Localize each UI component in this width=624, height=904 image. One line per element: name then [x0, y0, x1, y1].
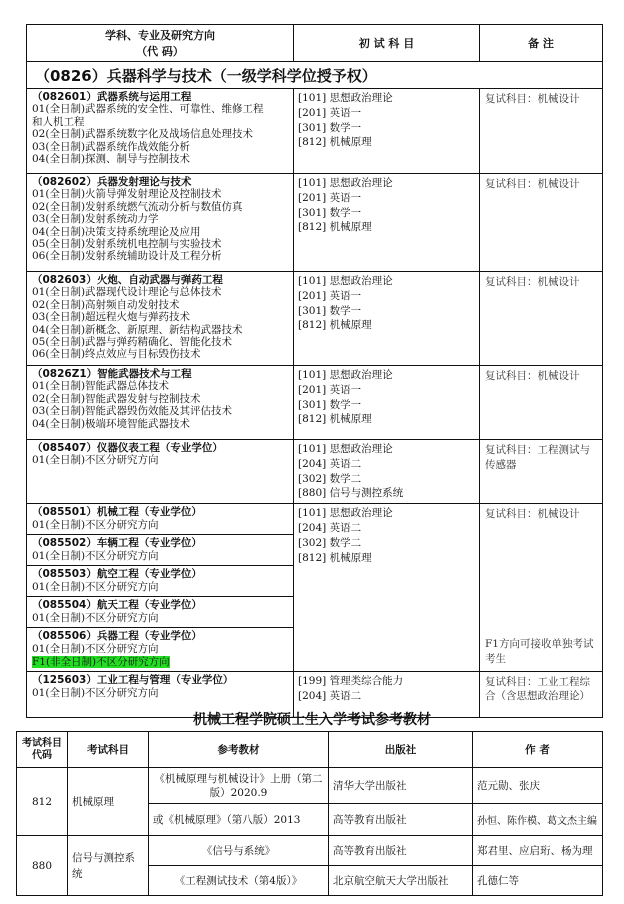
ref-header-subject: 考试科目 — [68, 732, 149, 768]
direction-item: 01(全日制)不区分研究方向 — [32, 686, 159, 699]
header-subjects: 初 试 科 目 — [294, 25, 480, 62]
ref-header-book: 参考教材 — [149, 732, 329, 768]
subject-item: [812] 机械原理 — [298, 413, 372, 426]
ref-publisher: 高等教育出版社 — [329, 836, 473, 866]
subjects-cell — [294, 89, 480, 174]
subject-item: [204] 英语二 — [298, 689, 362, 702]
subject-item: [101] 思想政治理论 — [298, 443, 393, 455]
ref-author: 郑君里、应启珩、杨为理 — [473, 836, 603, 866]
reference-table — [16, 731, 603, 896]
program-row — [27, 272, 603, 366]
direction-item: 03(全日制)超远程火炮与弹药技术 — [32, 311, 191, 324]
header-program — [27, 25, 294, 62]
subject-item: [204] 英语二 — [298, 521, 362, 534]
subject-item: [201] 英语一 — [298, 191, 362, 204]
subject-item: [101] 思想政治理论 — [298, 369, 393, 381]
ref-author: 孙恒、陈作模、葛文杰主编 — [473, 804, 603, 836]
program-table — [26, 24, 603, 718]
program-group-cell — [27, 504, 294, 672]
direction-item: 05(全日制)武器与弹药精确化、智能化技术 — [32, 336, 233, 349]
subject-item: [812] 机械原理 — [298, 221, 372, 234]
subject-item: [201] 英语一 — [298, 289, 362, 302]
direction-item: 02(全日制)高射频自动发射技术 — [32, 298, 180, 311]
program-title: （082602）兵器发射理论与技术 — [32, 176, 192, 188]
direction-item: 02(全日制)武器系统数字化及战场信息处理技术 — [32, 128, 254, 141]
subject-item: [101] 思想政治理论 — [298, 92, 393, 104]
ref-book: 或《机械原理》（第八版）2013 — [149, 804, 329, 836]
subject-item: [812] 机械原理 — [298, 551, 372, 564]
ref-code: 812 — [17, 768, 68, 836]
subject-item: [302] 数学二 — [298, 536, 362, 549]
note-cell: 复试科目：机械设计 — [480, 272, 603, 366]
header-program-line2: （代 码） — [136, 45, 184, 58]
subject-item: [101] 思想政治理论 — [298, 507, 393, 520]
program-title: （085503）航空工程（专业学位） — [32, 568, 202, 581]
ref-publisher: 高等教育出版社 — [329, 804, 473, 836]
ref-header-publisher: 出版社 — [329, 732, 473, 768]
direction-item: 03(全日制)发射系统动力学 — [32, 213, 159, 226]
program-row — [27, 440, 603, 504]
reference-header — [17, 732, 603, 768]
direction-item: 01(全日制)不区分研究方向 — [32, 454, 159, 467]
reference-title: 机械工程学院硕士生入学考试参考教材 — [193, 712, 431, 728]
note-cell: 复试科目：机械设计 — [480, 89, 603, 174]
subject-item: [301] 数学一 — [298, 206, 362, 219]
direction-item: 02(全日制)发射系统燃气流动分析与数值仿真 — [32, 200, 243, 213]
direction-item: 01(全日制)不区分研究方向 — [32, 612, 159, 625]
subject-item: [880] 信号与测控系统 — [298, 487, 404, 500]
direction-item: 04(全日制)极端环境智能武器技术 — [32, 417, 191, 430]
direction-item: 01(全日制)火箭导弹发射理论及控制技术 — [32, 188, 222, 201]
subject-item: [812] 机械原理 — [298, 319, 372, 332]
ref-publisher: 北京航空航天大学出版社 — [329, 866, 473, 896]
ref-code: 880 — [17, 836, 68, 896]
reference-row — [17, 836, 603, 866]
program-row — [27, 174, 603, 272]
ref-book: 《机械原理与机械设计》上册（第二版）2020.9 — [149, 768, 329, 804]
direction-item: 和人机工程 — [32, 115, 85, 128]
program-title: （085506）兵器工程（专业学位） — [32, 630, 202, 643]
note-cell: 复试科目：机械设计 — [480, 366, 603, 440]
sub-program — [27, 566, 293, 597]
sub-program — [27, 535, 293, 566]
subject-item: [101] 思想政治理论 — [298, 275, 393, 287]
program-cell — [27, 272, 294, 366]
ref-book: 《工程测试技术（第4版）》 — [149, 866, 329, 896]
direction-item: 01(全日制)不区分研究方向 — [32, 550, 159, 563]
subjects-cell — [294, 174, 480, 272]
subject-item: [101] 思想政治理论 — [298, 177, 393, 189]
ref-subject: 机械原理 — [68, 768, 149, 836]
program-title: （085407）仪器仪表工程（专业学位） — [32, 442, 223, 454]
subject-item: [812] 机械原理 — [298, 136, 372, 149]
subject-item: [201] 英语一 — [298, 106, 362, 119]
program-cell — [27, 174, 294, 272]
subject-item: [301] 数学一 — [298, 398, 362, 411]
ref-book: 《信号与系统》 — [149, 836, 329, 866]
highlighted-direction: F1(非全日制)不区分研究方向 — [32, 656, 170, 669]
direction-item: 03(全日制)智能武器毁伤效能及其评估技术 — [32, 405, 233, 418]
subjects-cell — [294, 440, 480, 504]
discipline-row — [27, 62, 603, 89]
sub-program — [27, 628, 293, 671]
program-title: （082603）火炮、自动武器与弹药工程 — [32, 274, 223, 286]
program-row — [27, 366, 603, 440]
direction-item: 01(全日制)武器系统的安全性、可靠性、维修工程 — [32, 103, 264, 116]
subject-item: [301] 数学一 — [298, 121, 362, 134]
direction-item: 06(全日制)终点效应与目标毁伤技术 — [32, 348, 201, 361]
program-cell — [27, 366, 294, 440]
direction-item: 01(全日制)不区分研究方向 — [32, 643, 159, 656]
program-title: （082601）武器系统与运用工程 — [32, 91, 192, 103]
note-cell: 复试科目：机械设计 — [480, 174, 603, 272]
program-cell — [27, 440, 294, 504]
note-cell: 复试科目：工业工程综合（含思想政治理论） — [480, 672, 603, 718]
direction-item: 01(全日制)不区分研究方向 — [32, 519, 159, 532]
ref-author: 范元勋、张庆 — [473, 768, 603, 804]
program-cell — [27, 89, 294, 174]
ref-publisher: 清华大学出版社 — [329, 768, 473, 804]
sub-program — [27, 504, 293, 535]
subject-item: [204] 英语二 — [298, 457, 362, 470]
subjects-cell — [294, 272, 480, 366]
subject-item: [199] 管理类综合能力 — [298, 675, 404, 688]
subject-item: [201] 英语一 — [298, 383, 362, 396]
program-group-row — [27, 504, 603, 672]
program-title: （085501）机械工程（专业学位） — [32, 506, 202, 519]
reference-row — [17, 768, 603, 804]
direction-item: 03(全日制)武器系统作战效能分析 — [32, 140, 191, 153]
subject-item: [302] 数学二 — [298, 472, 362, 485]
direction-item: 04(全日制)新概念、新原理、新结构武器技术 — [32, 323, 243, 336]
ref-subject: 信号与测控系统 — [68, 836, 149, 896]
program-title: （085502）车辆工程（专业学位） — [32, 537, 202, 550]
direction-item: 02(全日制)智能武器发射与控制技术 — [32, 392, 201, 405]
note-text: F1方向可接收单独考试考生 — [485, 638, 594, 666]
ref-header-author: 作 者 — [473, 732, 603, 768]
ref-author: 孔德仁等 — [473, 866, 603, 896]
program-title: （0826Z1）智能武器技术与工程 — [32, 368, 192, 380]
note-cell: 复试科目：工程测试与传感器 — [480, 440, 603, 504]
direction-item: 01(全日制)不区分研究方向 — [32, 581, 159, 594]
header-notes: 备 注 — [480, 25, 603, 62]
direction-item: 05(全日制)发射系统机电控制与实验技术 — [32, 238, 222, 251]
direction-item: 04(全日制)探测、制导与控制技术 — [32, 153, 191, 166]
discipline-title: （0826）兵器科学与技术（一级学科学位授予权） — [27, 62, 603, 89]
direction-item: 01(全日制)武器现代设计理论与总体技术 — [32, 286, 222, 299]
ref-header-code: 考试科目代码 — [17, 732, 68, 768]
note-text: 复试科目：机械设计 — [485, 508, 580, 521]
program-title: （085504）航天工程（专业学位） — [32, 599, 202, 612]
subjects-cell — [294, 366, 480, 440]
program-title: （125603）工业工程与管理（专业学位） — [32, 674, 234, 687]
direction-item: 04(全日制)决策支持系统理论及应用 — [32, 225, 201, 238]
header-program-line1: 学科、专业及研究方向 — [105, 29, 215, 42]
program-row — [27, 89, 603, 174]
note-cell — [480, 504, 603, 672]
direction-item: 01(全日制)智能武器总体技术 — [32, 380, 170, 393]
direction-item: 06(全日制)发射系统辅助设计及工程分析 — [32, 250, 222, 263]
sub-program — [27, 597, 293, 628]
subject-item: [301] 数学一 — [298, 304, 362, 317]
table-header — [27, 25, 603, 62]
subjects-cell — [294, 504, 480, 672]
